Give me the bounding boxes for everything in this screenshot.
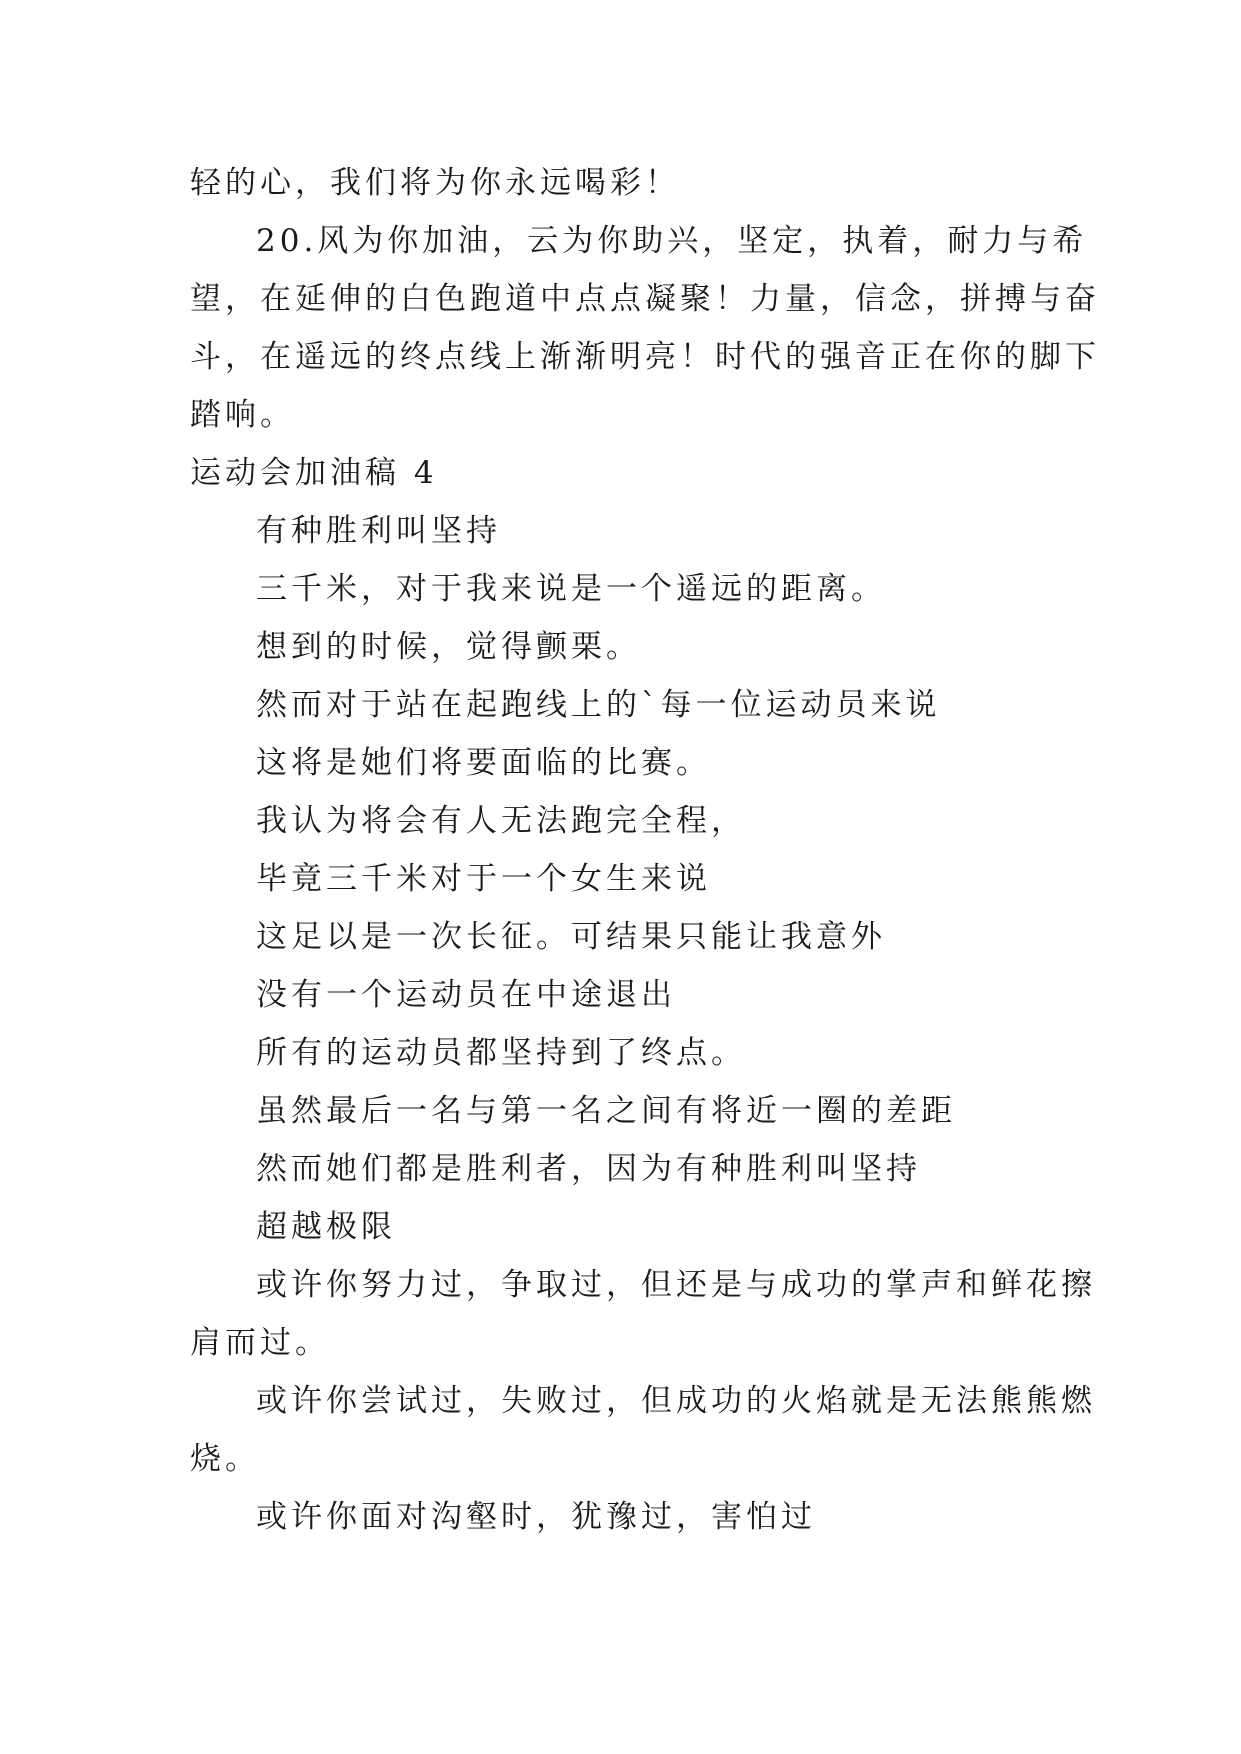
text-line: 然而她们都是胜利者，因为有种胜利叫坚持 (256, 1151, 921, 1187)
text-line: 或许你尝试过，失败过，但成功的火焰就是无法熊熊燃 (256, 1383, 1096, 1419)
text-line: 肩而过。 (190, 1325, 330, 1361)
text-line: 三千米，对于我来说是一个遥远的距离。 (256, 571, 886, 607)
text-line: 有种胜利叫坚持 (256, 513, 501, 549)
text-line: 毕竟三千米对于一个女生来说 (256, 861, 711, 897)
text-line: 我认为将会有人无法跑完全程， (256, 803, 746, 839)
text-line: 没有一个运动员在中途退出 (256, 977, 676, 1013)
text-line: 20.风为你加油，云为你助兴，坚定，执着，耐力与希 (256, 223, 1088, 259)
text-line: 虽然最后一名与第一名之间有将近一圈的差距 (256, 1093, 956, 1129)
text-line: 望，在延伸的白色跑道中点点凝聚！力量，信念，拼搏与奋 (190, 281, 1100, 317)
text-line: 然而对于站在起跑线上的`每一位运动员来说 (256, 687, 941, 723)
text-line: 斗，在遥远的终点线上渐渐明亮！时代的强音正在你的脚下 (190, 339, 1100, 375)
text-line: 轻的心，我们将为你永远喝彩！ (190, 165, 680, 201)
text-line: 或许你努力过，争取过，但还是与成功的掌声和鲜花擦 (256, 1267, 1096, 1303)
text-line: 这将是她们将要面临的比赛。 (256, 745, 711, 781)
text-line: 所有的运动员都坚持到了终点。 (256, 1035, 746, 1071)
text-line: 踏响。 (190, 397, 295, 433)
text-line: 或许你面对沟壑时，犹豫过，害怕过 (256, 1499, 816, 1535)
text-line: 想到的时候，觉得颤栗。 (256, 629, 641, 665)
text-line: 超越极限 (256, 1209, 396, 1245)
text-line: 烧。 (190, 1441, 260, 1477)
section-heading: 运动会加油稿 4 (190, 455, 438, 491)
text-line: 这足以是一次长征。可结果只能让我意外 (256, 919, 886, 955)
